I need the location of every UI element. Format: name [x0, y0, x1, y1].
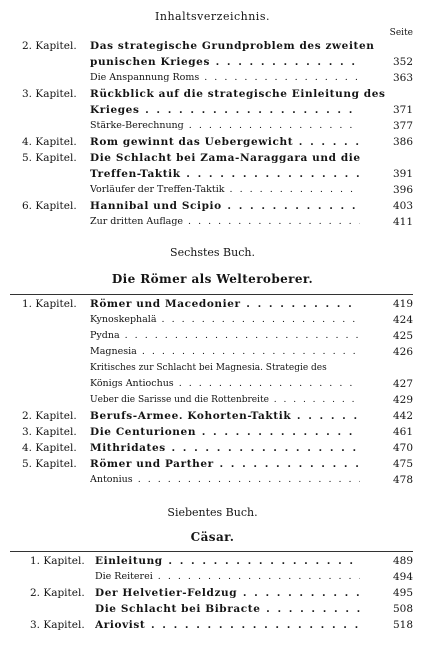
entry-title: Römer und Macedonier . . . — [90, 296, 360, 312]
page-number: 396 — [392, 184, 413, 196]
toc-entry — [0, 134, 425, 150]
toc-entry — [0, 392, 425, 408]
toc-entry — [0, 456, 425, 472]
entry-title: Stärke-Berechnung . . . — [90, 118, 360, 134]
entry-title: Königs Antiochus . . . — [90, 376, 360, 392]
page-number: 489 — [392, 555, 413, 567]
entry-title: Rom gewinnt das Uebergewicht . . . — [90, 134, 360, 150]
page-number: 352 — [392, 56, 413, 68]
page-number: 419 — [392, 298, 413, 310]
toc-entry — [0, 54, 425, 70]
divider — [10, 551, 413, 552]
toc-entry — [0, 102, 425, 118]
entry-title: Die Schlacht bei Bibracte . . . — [95, 601, 360, 617]
toc-entry — [0, 328, 425, 344]
entry-title: Römer und Parther . . . — [90, 456, 360, 472]
toc-entry — [0, 86, 425, 102]
entry-title: Mithridates . . . — [90, 440, 360, 456]
page-number: 495 — [392, 587, 413, 599]
entry-title: Hannibal und Scipio . . . — [90, 198, 360, 214]
toc-entry — [0, 198, 425, 214]
entry-title: Das strategische Grundproblem des zweiten — [90, 40, 375, 52]
page-number: 518 — [392, 619, 413, 631]
toc-entry — [0, 118, 425, 134]
entry-title: Magnesia . . . — [90, 344, 360, 360]
toc-entry — [0, 440, 425, 456]
running-head: Inhaltsverzeichnis. — [155, 10, 270, 23]
page-number: 470 — [392, 442, 413, 454]
entry-title: Pydna . . . — [90, 328, 360, 344]
book-heading: Siebentes Buch. — [167, 506, 258, 519]
chapter-number: 2. Kapitel. — [30, 587, 85, 599]
chapter-number: 3. Kapitel. — [22, 88, 77, 100]
chapter-number: 6. Kapitel. — [22, 200, 77, 212]
toc-entry — [0, 344, 425, 360]
entry-title: Einleitung . . . — [95, 553, 360, 569]
toc-entry — [0, 424, 425, 440]
toc-entry — [0, 166, 425, 182]
toc-entry — [0, 214, 425, 230]
page-number: 425 — [392, 330, 413, 342]
page-number: 363 — [392, 72, 413, 84]
page-number: 371 — [392, 104, 413, 116]
page-number: 442 — [392, 410, 413, 422]
entry-title: Der Helvetier-Feldzug . . . — [95, 585, 360, 601]
entry-title: Ueber die Sarisse und die Rottenbreite . . . — [90, 392, 360, 408]
page-number: 424 — [392, 314, 413, 326]
page-number: 411 — [392, 216, 413, 228]
toc-entry — [0, 569, 425, 585]
chapter-number: 2. Kapitel. — [22, 40, 77, 52]
entry-title: Ariovist . . . — [95, 617, 360, 633]
entry-title: Treffen-Taktik . . . — [90, 166, 360, 182]
page-number: 461 — [392, 426, 413, 438]
entry-title: Die Centurionen . . . — [90, 424, 360, 440]
entry-title: Rückblick auf die strategische Einleitung des — [90, 88, 386, 100]
page-number: 386 — [392, 136, 413, 148]
chapter-number: 4. Kapitel. — [22, 136, 77, 148]
page-number: 494 — [392, 571, 413, 583]
entry-title: Die Schlacht bei Zama-Naraggara und die — [90, 152, 361, 164]
toc-entry — [0, 182, 425, 198]
chapter-number: 3. Kapitel. — [22, 426, 77, 438]
entry-title: Die Anspannung Roms . . . — [90, 70, 360, 86]
entry-title: punischen Krieges . . . — [90, 54, 360, 70]
book-subtitle: Die Römer als Welteroberer. — [111, 272, 314, 286]
toc-entry — [0, 601, 425, 617]
chapter-number: 1. Kapitel. — [22, 298, 77, 310]
toc-entry — [0, 360, 425, 376]
chapter-number: 5. Kapitel. — [22, 458, 77, 470]
toc-entry — [0, 472, 425, 488]
page-column-label: Seite — [389, 28, 413, 38]
page-number: 429 — [392, 394, 413, 406]
toc-entry — [0, 312, 425, 328]
book-subtitle: Cäsar. — [190, 530, 235, 544]
toc-entry — [0, 585, 425, 601]
page-number: 403 — [392, 200, 413, 212]
divider — [10, 294, 413, 295]
entry-title: Kritisches zur Schlacht bei Magnesia. Strategie des — [90, 363, 327, 373]
toc-entry — [0, 38, 425, 54]
entry-title: Zur dritten Auflage . . . — [90, 214, 360, 230]
toc-entry — [0, 553, 425, 569]
entry-title: Antonius . . . — [90, 472, 360, 488]
toc-entry — [0, 70, 425, 86]
toc-entry — [0, 408, 425, 424]
page-number: 426 — [392, 346, 413, 358]
toc-entry — [0, 296, 425, 312]
chapter-number: 4. Kapitel. — [22, 442, 77, 454]
page-number: 377 — [392, 120, 413, 132]
toc-entry — [0, 376, 425, 392]
toc-entry — [0, 150, 425, 166]
entry-title: Vorläufer der Treffen-Taktik . . . — [90, 182, 360, 198]
page-number: 508 — [392, 603, 413, 615]
book-heading: Sechstes Buch. — [170, 246, 255, 259]
page-number: 475 — [392, 458, 413, 470]
chapter-number: 2. Kapitel. — [22, 410, 77, 422]
chapter-number: 1. Kapitel. — [30, 555, 85, 567]
page-number: 427 — [392, 378, 413, 390]
chapter-number: 3. Kapitel. — [30, 619, 85, 631]
page-number: 478 — [392, 474, 413, 486]
entry-title: Die Reiterei . . . — [95, 569, 360, 585]
entry-title: Berufs-Armee. Kohorten-Taktik . . . — [90, 408, 360, 424]
chapter-number: 5. Kapitel. — [22, 152, 77, 164]
toc-entry — [0, 617, 425, 633]
entry-title: Kynoskephalä . . . — [90, 312, 360, 328]
page-number: 391 — [392, 168, 413, 180]
entry-title: Krieges . . . — [90, 102, 360, 118]
